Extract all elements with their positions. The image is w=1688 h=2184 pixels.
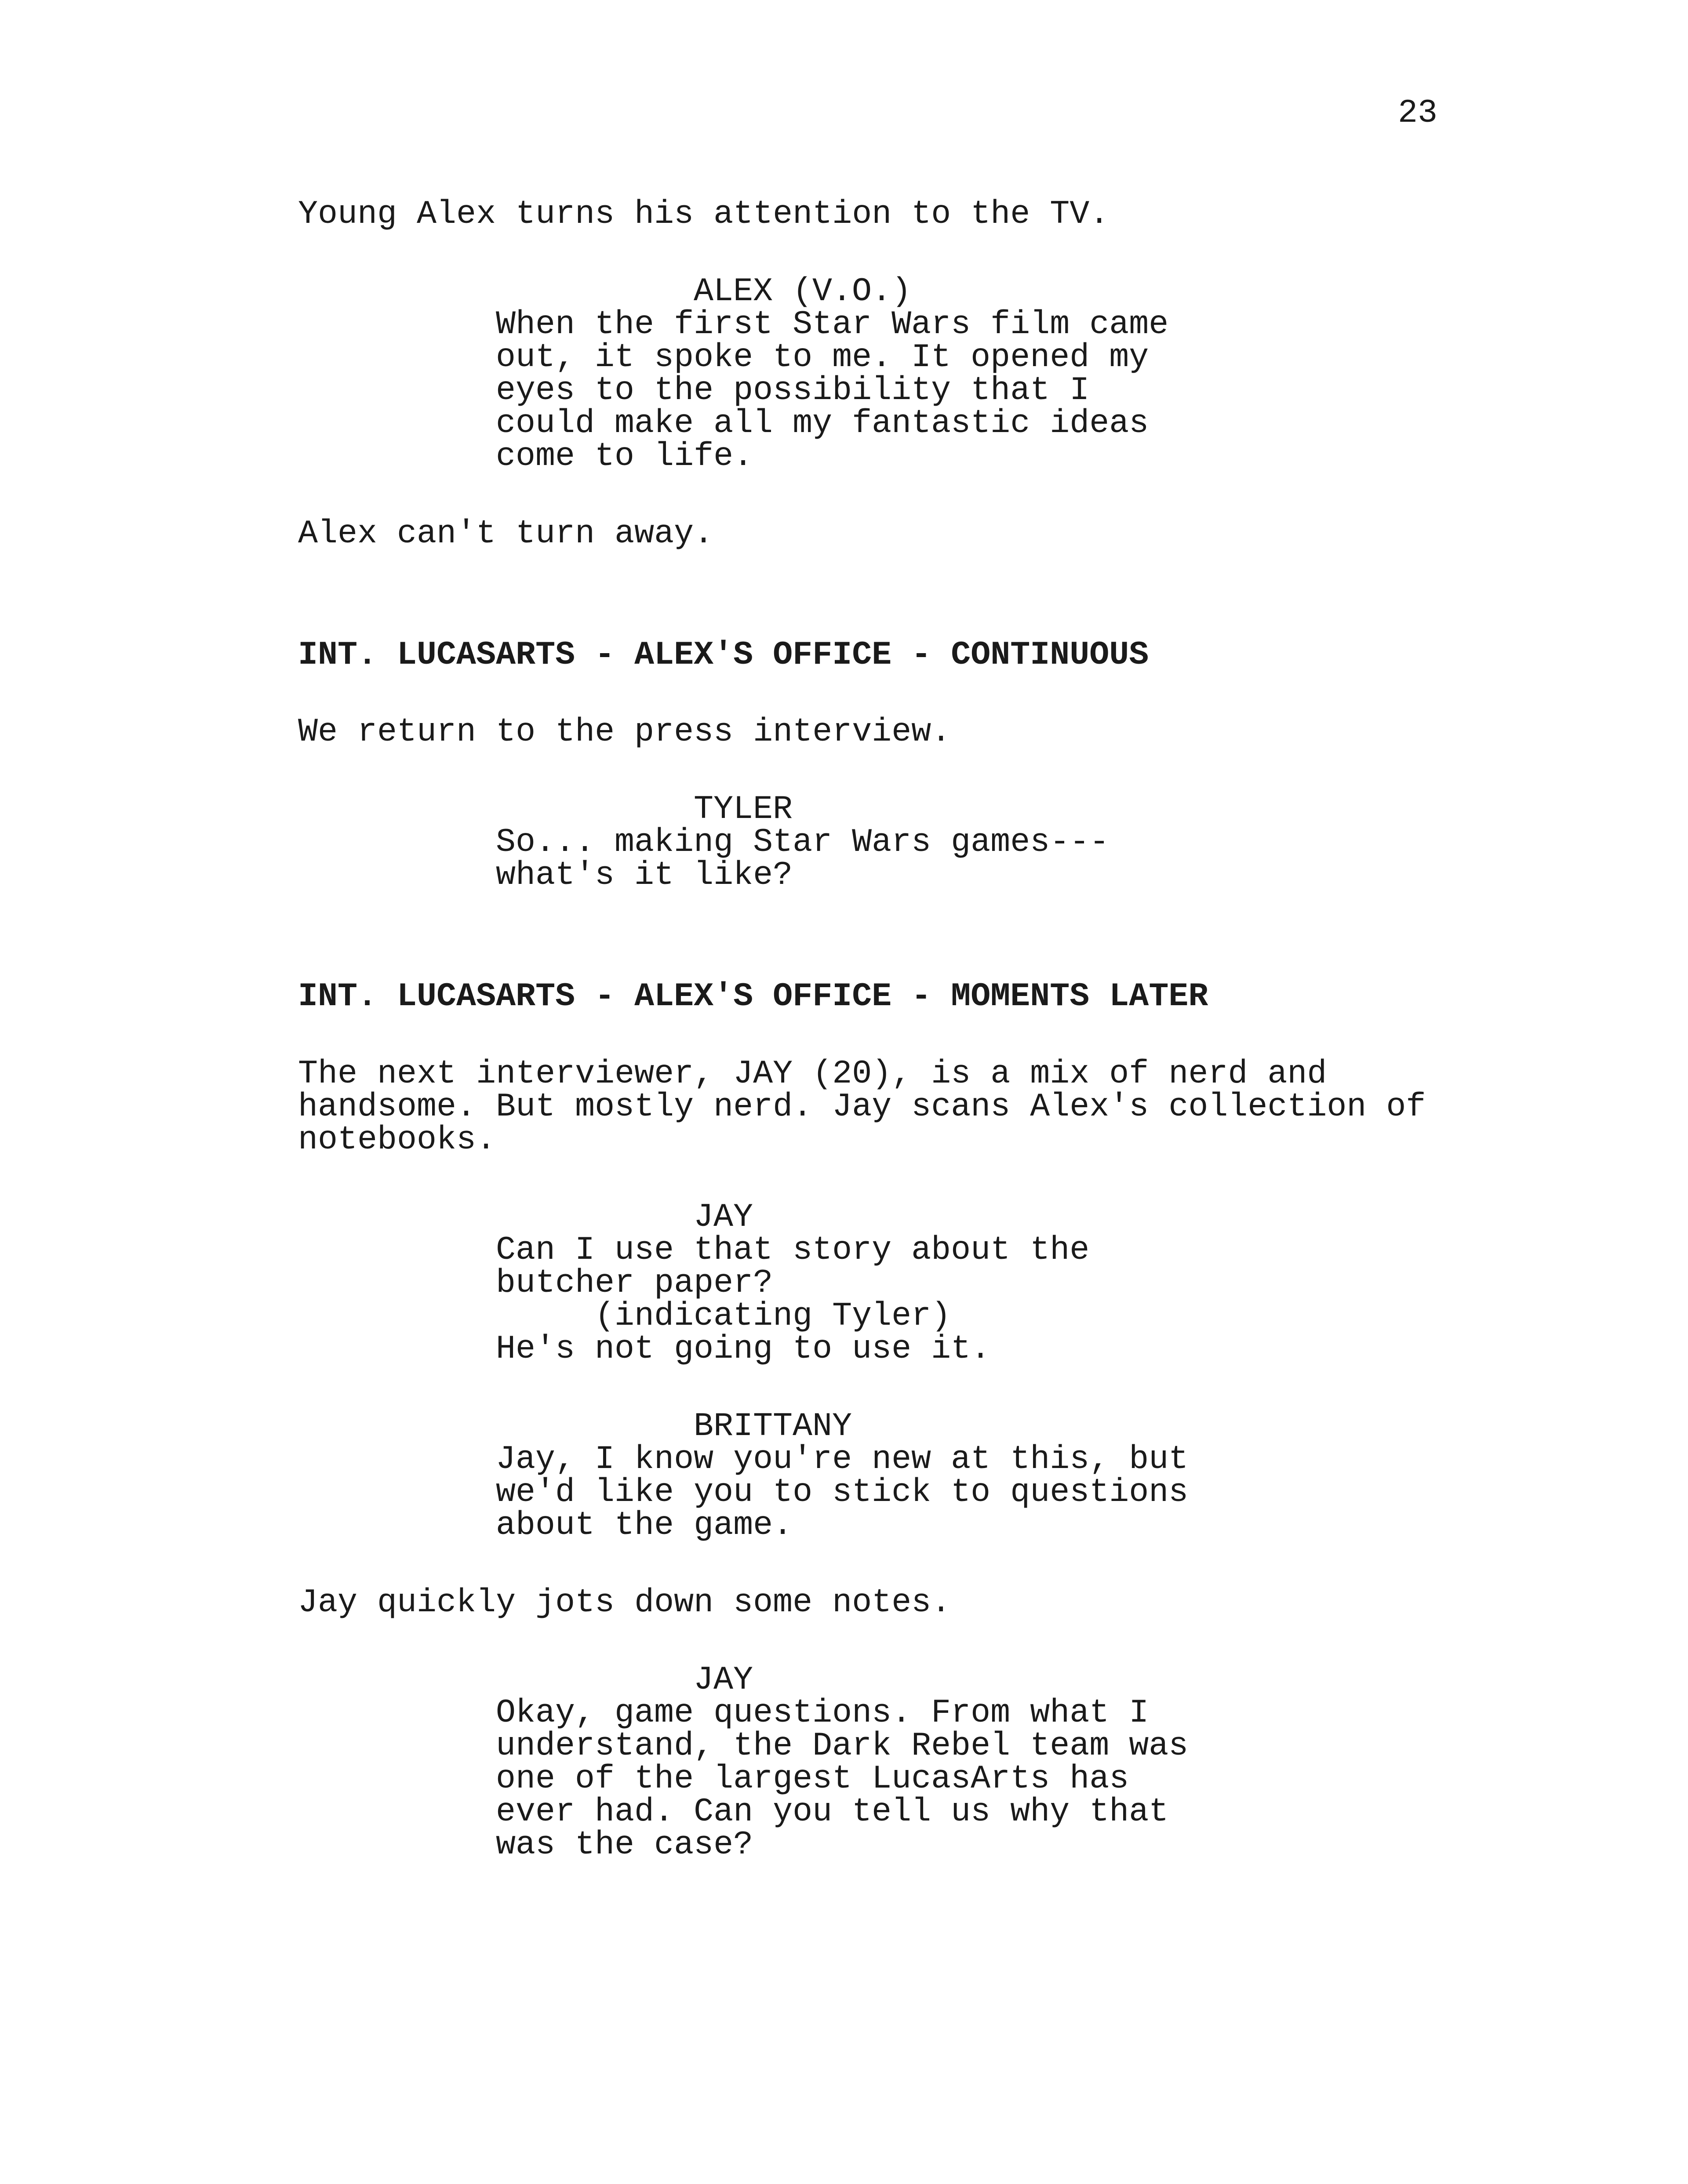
- action-line: Alex can't turn away.: [298, 515, 714, 552]
- action-line: notebooks.: [298, 1121, 496, 1159]
- dialogue-line: When the first Star Wars film came: [496, 306, 1169, 343]
- character-name: TYLER: [694, 791, 793, 828]
- dialogue-line: Jay, I know you're new at this, but: [496, 1441, 1189, 1478]
- parenthetical: (indicating Tyler): [595, 1297, 951, 1335]
- dialogue-line: come to life.: [496, 438, 753, 475]
- dialogue-line: what's it like?: [496, 857, 793, 894]
- dialogue-line: out, it spoke to me. It opened my: [496, 339, 1149, 376]
- dialogue-line: understand, the Dark Rebel team was: [496, 1727, 1189, 1765]
- action-line: The next interviewer, JAY (20), is a mix of nerd and: [298, 1055, 1327, 1093]
- dialogue-line: one of the largest LucasArts has: [496, 1760, 1129, 1798]
- dialogue-line: about the game.: [496, 1507, 793, 1544]
- dialogue-line: So... making Star Wars games---: [496, 824, 1110, 861]
- dialogue-line: He's not going to use it.: [496, 1330, 991, 1368]
- dialogue-line: Okay, game questions. From what I: [496, 1694, 1149, 1732]
- action-line: Jay quickly jots down some notes.: [298, 1584, 951, 1621]
- action-line: handsome. But mostly nerd. Jay scans Alex's collection of: [298, 1088, 1426, 1126]
- scene-heading: INT. LUCASARTS - ALEX'S OFFICE - CONTINUOUS: [298, 636, 1149, 674]
- dialogue-line: Can I use that story about the: [496, 1232, 1090, 1269]
- character-name: JAY: [694, 1199, 753, 1236]
- character-name: JAY: [694, 1661, 753, 1699]
- dialogue-line: butcher paper?: [496, 1265, 773, 1302]
- dialogue-line: we'd like you to stick to questions: [496, 1474, 1189, 1511]
- character-name: BRITTANY: [694, 1408, 852, 1445]
- character-name: ALEX (V.O.): [694, 273, 912, 310]
- action-line: Young Alex turns his attention to the TV.: [298, 196, 1110, 233]
- dialogue-line: ever had. Can you tell us why that: [496, 1793, 1169, 1831]
- dialogue-line: was the case?: [496, 1826, 753, 1864]
- page-number: 23: [1398, 94, 1438, 132]
- scene-heading: INT. LUCASARTS - ALEX'S OFFICE - MOMENTS LATER: [298, 978, 1208, 1015]
- dialogue-line: eyes to the possibility that I: [496, 372, 1090, 409]
- action-line: We return to the press interview.: [298, 713, 951, 751]
- dialogue-line: could make all my fantastic ideas: [496, 405, 1149, 442]
